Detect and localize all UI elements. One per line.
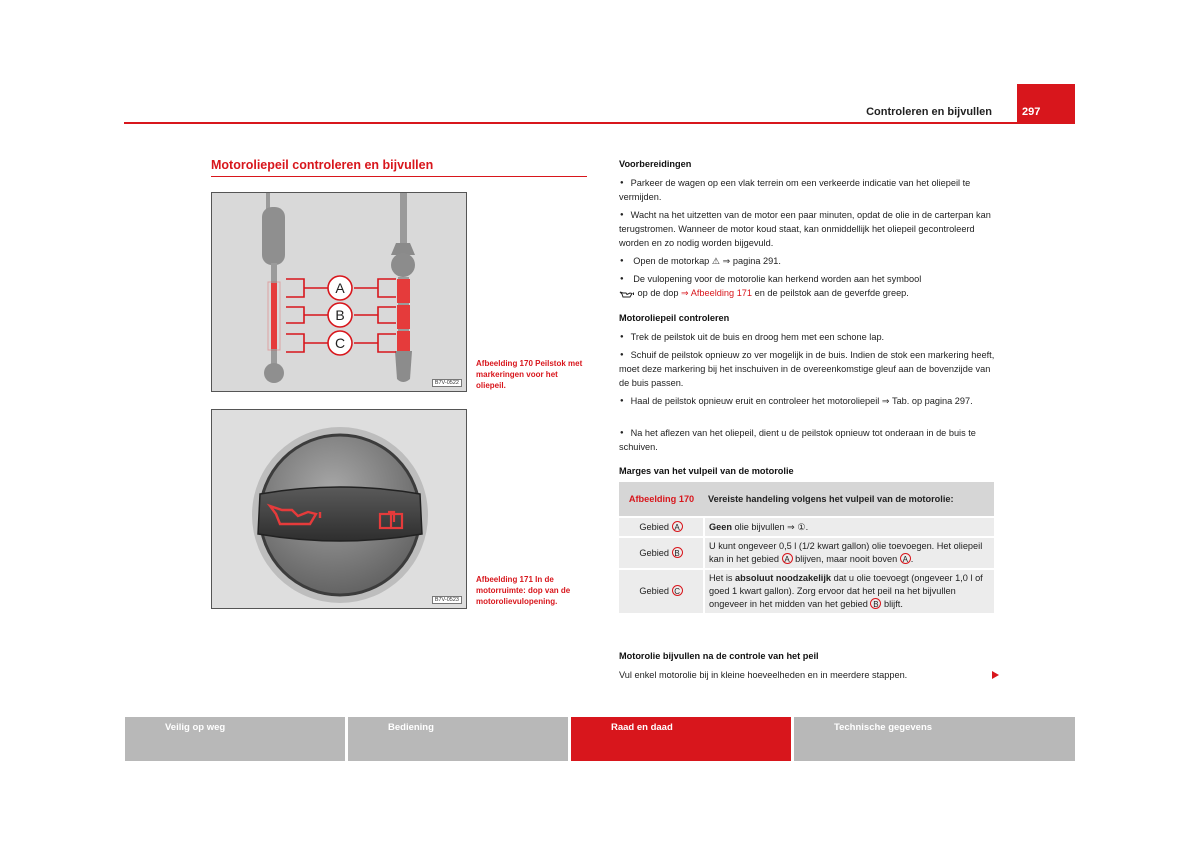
table-header-col1: Afbeelding 170 xyxy=(619,482,704,517)
check-bullet-3: ● Haal de peilstok opnieuw eruit en controleer het motoroliepeil ⇒ Tab. op pagina 297. xyxy=(619,394,995,408)
table-row xyxy=(619,537,994,569)
warning-icon: ⚠ xyxy=(711,256,721,266)
figure-code: B7V-0523 xyxy=(432,596,462,604)
table-header-col2: Vereiste handeling volgens het vulpeil van de motorolie: xyxy=(704,482,994,517)
page-number: 297 xyxy=(1017,84,1075,124)
area-badge: A xyxy=(782,553,793,564)
action-text: olie bijvullen ⇒ xyxy=(731,521,798,532)
table-area-cell xyxy=(619,569,704,614)
figure-label-c: C xyxy=(334,335,346,351)
table-row xyxy=(619,517,994,537)
area-badge: A xyxy=(672,521,683,532)
prep-bullet-2: ● Wacht na het uitzetten van de motor een paar minuten, opdat de olie in de carterpan kan terugstromen. Wanneer de motor koud staat, kan onmiddellijk het oliepeil gecontroleerd worden en zo nodig worden bijgevuld. xyxy=(619,208,995,250)
figure-170-dipstick xyxy=(211,192,467,392)
area-badge: B xyxy=(672,547,683,558)
action-end: . xyxy=(805,521,809,532)
figure-170-caption: Afbeelding 170 Peilstok met markeringen voor het oliepeil. xyxy=(476,359,583,390)
area-badge: A xyxy=(900,553,911,564)
refill-heading: Motorolie bijvullen na de controle van het peil xyxy=(619,651,819,661)
check-heading: Motoroliepeil controleren xyxy=(619,313,730,323)
refill-text: Vul enkel motorolie bij in kleine hoeveelheden en in meerdere stappen. xyxy=(619,670,908,680)
figure-code: B7V-0522 xyxy=(432,379,462,387)
table-action-cell xyxy=(704,517,994,537)
action-bold: Geen xyxy=(709,521,732,532)
prep-bullet-3 xyxy=(619,254,995,268)
area-label: Gebied xyxy=(639,547,670,558)
figure-171-link[interactable]: ⇒ Afbeelding 171 xyxy=(680,288,753,298)
check-bullet-4: ● Na het aflezen van het oliepeil, dient u de peilstok opnieuw tot onderaan in de buis te schuiven. xyxy=(619,426,995,454)
prep-bullet-4-end: en de peilstok aan de geverfde greep. xyxy=(752,288,909,298)
action-end: blijft. xyxy=(881,599,903,609)
continue-arrow-icon xyxy=(992,671,999,679)
action-text: Het is xyxy=(709,573,736,583)
note-ref[interactable]: ① xyxy=(797,521,806,532)
table-action-cell xyxy=(704,537,994,569)
prep-bullet-3-ref[interactable]: ⇒ pagina 291. xyxy=(720,256,781,266)
oil-cap-illustration xyxy=(212,410,466,608)
action-text: dat u olie toevoegt (ongeveer 1,0 l of goed 1 kwart gallon). Zorg ervoor dat het peil na het bijvullen ongeveer in het midden van het gebied xyxy=(709,573,983,609)
footer-tab-bediening[interactable]: Bediening xyxy=(348,717,568,761)
table-row xyxy=(619,569,994,614)
table-action-cell xyxy=(704,569,994,614)
prep-bullet-4 xyxy=(619,272,995,300)
footer-tab-raad-en-daad[interactable]: Raad en daad xyxy=(571,717,791,761)
area-badge: B xyxy=(870,598,881,609)
table-header-row xyxy=(619,482,994,517)
dipstick-illustration xyxy=(212,193,466,391)
section-title: Motoroliepeil controleren en bijvullen xyxy=(211,158,434,172)
table-area-cell xyxy=(619,517,704,537)
check-bullet-2: ● Schuif de peilstok opnieuw zo ver mogelijk in de buis. Indien de stok een markering heeft, moet deze markering bij het inschuiven in de overeenkomstige gleuf aan de bovenzijde van de buis passen. xyxy=(619,348,995,390)
table-area-cell xyxy=(619,537,704,569)
oil-can-icon xyxy=(619,288,635,296)
prep-bullet-4-text: De vulopening voor de motorolie kan herkend worden aan het symbool xyxy=(633,274,922,284)
section-rule xyxy=(211,176,587,177)
area-badge: C xyxy=(672,585,683,596)
header-rule xyxy=(124,122,1074,124)
footer-tab-technische-gegevens[interactable]: Technische gegevens xyxy=(794,717,1075,761)
table-heading: Marges van het vulpeil van de motorolie xyxy=(619,466,794,476)
figure-label-b: B xyxy=(335,307,345,323)
action-text: U kunt ongeveer 0,5 l (1/2 kwart gallon) olie toevoegen. Het oliepeil kan in het gebied xyxy=(709,541,983,564)
action-end: . xyxy=(910,554,914,564)
prep-heading: Voorbereidingen xyxy=(619,159,692,169)
oil-level-table xyxy=(619,482,994,615)
figure-171-caption: Afbeelding 171 In de motorruimte: dop van de motorolievulopening. xyxy=(476,575,571,606)
figure-171-oil-cap xyxy=(211,409,467,609)
running-header-title: Controleren en bijvullen xyxy=(866,106,992,118)
prep-bullet-4-mid: op de dop xyxy=(635,288,681,298)
footer-tab-veilig-op-weg[interactable]: Veilig op weg xyxy=(125,717,345,761)
area-label: Gebied xyxy=(639,586,670,596)
check-bullet-1: ● Trek de peilstok uit de buis en droog hem met een schone lap. xyxy=(619,330,995,344)
figure-label-a: A xyxy=(335,280,345,296)
action-bold: absoluut noodzakelijk xyxy=(735,573,832,583)
prep-bullet-3-text: Open de motorkap xyxy=(633,256,712,266)
prep-bullet-1: ● Parkeer de wagen op een vlak terrein om een verkeerde indicatie van het oliepeil te vermijden. xyxy=(619,176,995,204)
action-text: blijven, maar nooit boven xyxy=(792,554,900,564)
area-label: Gebied xyxy=(639,521,670,532)
